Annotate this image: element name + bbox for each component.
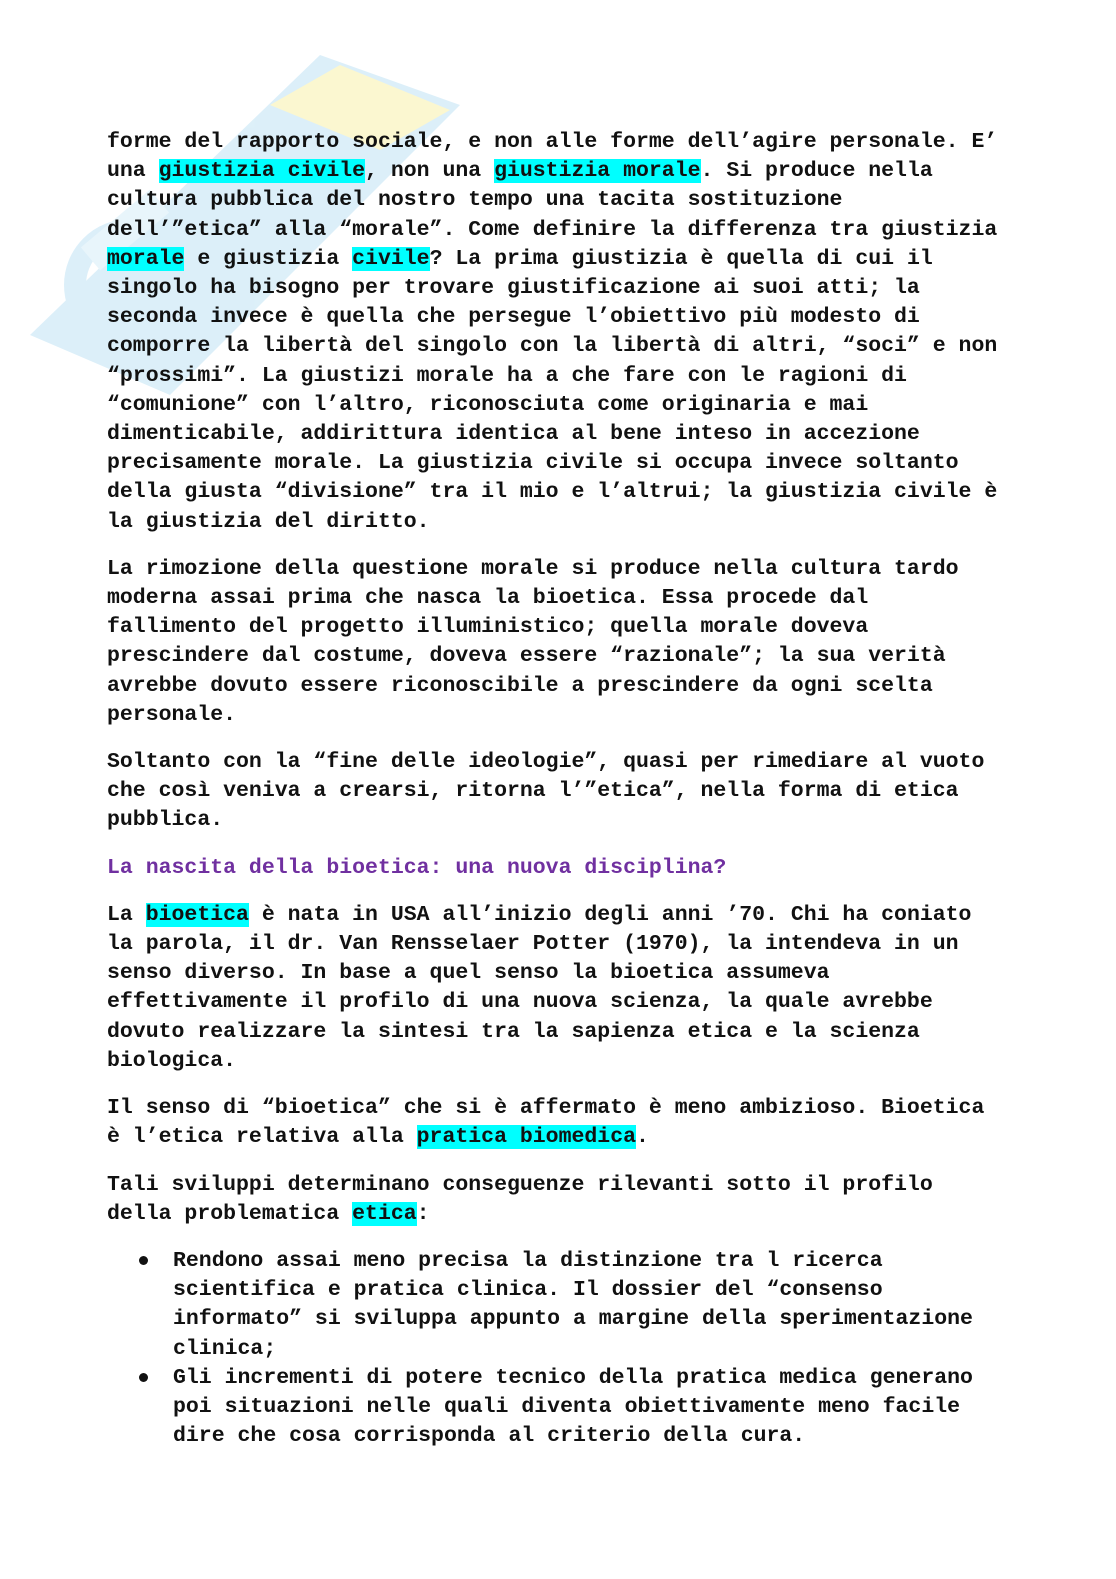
list-item-text: Gli incrementi di potere tecnico della pratica medica generano poi situazioni nelle quali diventa obiettivamente meno facile dire che cosa corrisponda al criterio della cura.	[173, 1365, 973, 1449]
highlight-morale: morale	[107, 246, 185, 271]
text-run: è nata in USA all’inizio degli anni ’70. Chi ha coniato la parola, il dr. Van Rensselaer Potter (1970), la intendeva in un senso diverso. In base a quel senso la bioetica assumeva effettivamente il profilo di una nuova scienza, la quale avrebbe dovuto realizzare la sintesi tra la sapienza etica e la scienza biologica.	[107, 902, 972, 1073]
bullet-icon	[139, 1373, 148, 1382]
text-run: Il senso di “bioetica” che si è affermato è meno ambizioso. Bioetica è l’etica relativa alla	[107, 1096, 985, 1150]
highlight-etica: etica	[352, 1201, 417, 1226]
text-run: e giustizia	[184, 246, 353, 271]
highlight-bioetica: bioetica	[145, 902, 249, 927]
text-run: ? La prima giustizia è quella di cui il singolo ha bisogno per trovare giustificazione ai suoi atti; la seconda invece è quella che persegue l’obiettivo più modesto di comporre la libertà del singolo con la libertà di altri, “soci” e non “prossimi”. La giustizi morale ha a che fare con le ragioni di “comunione” con l’altro, riconosciuta come originaria e mai dimenticabile, addirittura identica al bene inteso in accezione precisamente morale. La giustizia civile si occupa invece soltanto della giusta “divisione” tra il mio e l’altrui; la giustizia civile è la giustizia del diritto.	[107, 246, 998, 534]
paragraph-2: La rimozione della questione morale si produce nella cultura tardo moderna assai prima che nasca la bioetica. Essa procede dal fallimento del progetto illuministico; quella morale doveva prescindere dal costume, doveva essere “razionale”; la sua verità avrebbe dovuto essere riconoscibile a prescindere da ogni scelta personale.	[107, 556, 959, 727]
bullet-icon	[139, 1256, 148, 1265]
paragraph-5	[107, 1094, 1007, 1152]
text-run: forme del rapporto sociale, e non alle forme dell’agire personale. E’ una	[107, 130, 998, 184]
bullet-list	[107, 1247, 1007, 1451]
paragraph-6	[107, 1171, 1007, 1229]
text-run: . Si produce nella cultura pubblica del nostro tempo una tacita sostituzione dell’”etica” alla “morale”. Come definire la differenza tra giustizia	[107, 159, 998, 242]
text-run: , non una	[365, 159, 495, 184]
document-body	[107, 128, 1007, 1451]
highlight-giustizia-morale: giustizia morale	[494, 159, 701, 184]
text-run: Tali sviluppi determinano conseguenze rilevanti sotto il profilo della problematica	[107, 1172, 933, 1226]
highlight-civile: civile	[352, 246, 430, 271]
list-item	[107, 1247, 1007, 1364]
highlight-pratica-biomedica: pratica biomedica	[416, 1125, 636, 1150]
list-item	[107, 1364, 1007, 1452]
section-heading: La nascita della bioetica: una nuova disciplina?	[107, 855, 727, 880]
list-item-text: Rendono assai meno precisa la distinzione tra l ricerca scientifica e pratica clinica. Il dossier del “consenso informato” si sviluppa appunto a margine della sperimentazione clinica;	[173, 1248, 973, 1361]
paragraph-1	[107, 128, 1007, 537]
text-run: .	[636, 1125, 649, 1150]
paragraph-4	[107, 901, 1007, 1076]
paragraph-3: Soltanto con la “fine delle ideologie”, quasi per rimediare al vuoto che così veniva a crearsi, ritorna l’”etica”, nella forma di etica pubblica.	[107, 750, 985, 833]
text-run: :	[416, 1201, 430, 1226]
highlight-giustizia-civile: giustizia civile	[158, 159, 366, 184]
text-run: La	[107, 902, 146, 927]
